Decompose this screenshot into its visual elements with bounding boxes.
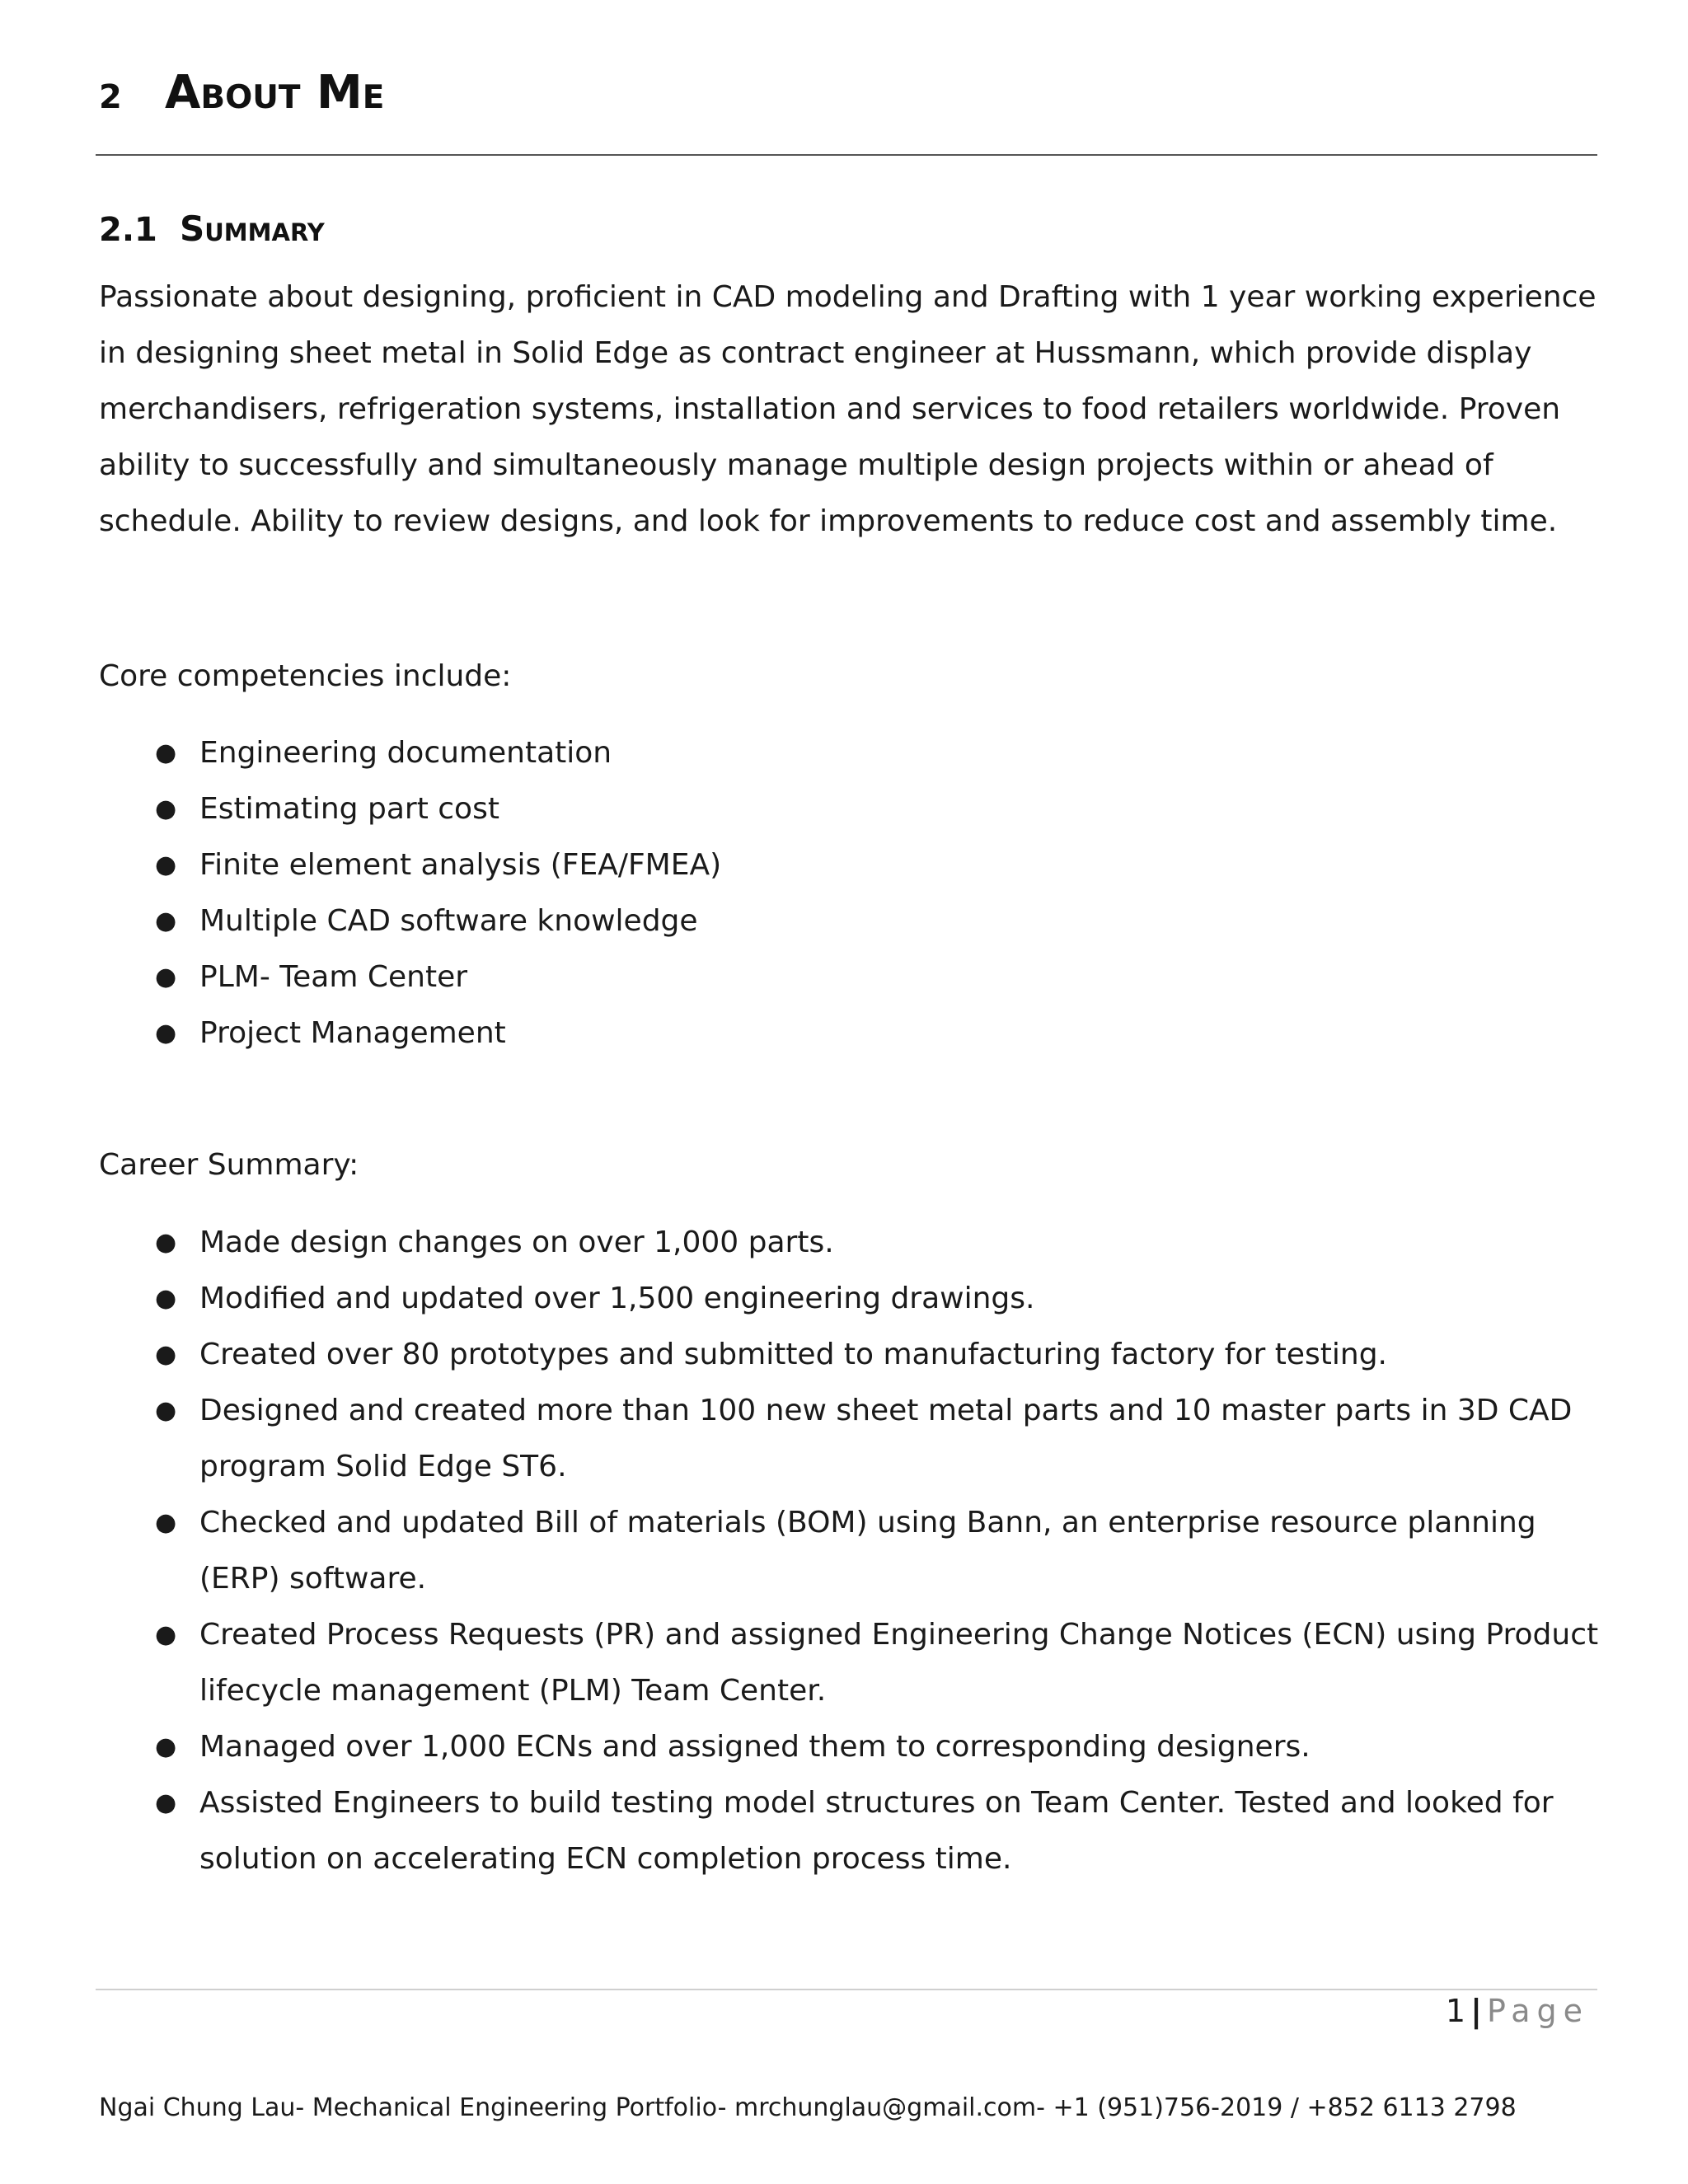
list-item-text: Managed over 1,000 ECNs and assigned them to corresponding designers. [199,1730,1311,1764]
bullet-icon: ● [155,1284,177,1313]
bullet-icon: ● [155,963,177,991]
bullet-icon: ● [155,1019,177,1047]
list-item-text: lifecycle management (PLM) Team Center. [199,1674,827,1708]
list-item-text: Engineering documentation [199,736,612,770]
footer-contact: Ngai Chung Lau- Mechanical Engineering Portfolio- mrchunglau@gmail.com- +1 (951)756-2019 / +852 6113 2798 [99,2093,1517,2122]
list-item-text: Designed and created more than 100 new sheet metal parts and 10 master parts in 3D CAD [199,1394,1573,1427]
list-item-text: Checked and updated Bill of materials (BOM) using Bann, an enterprise resource planning [199,1506,1536,1540]
list-item-text: Created over 80 prototypes and submitted to manufacturing factory for testing. [199,1338,1388,1371]
list-item [0,1607,1688,1719]
list-item [0,893,1688,949]
list-item-text: Assisted Engineers to build testing model structures on Team Center. Tested and looked for [199,1786,1554,1820]
list-item-text: solution on accelerating ECN completion process time. [199,1842,1012,1876]
subsection-heading [99,209,325,249]
list-item [0,781,1688,837]
section-number: 2 [99,78,122,116]
list-item [0,1271,1688,1327]
summary-line: Passionate about designing, proficient in CAD modeling and Drafting with 1 year working experience [99,280,1597,314]
subsection-title: Summary [180,209,325,249]
list-item-text: program Solid Edge ST6. [199,1450,567,1483]
page-number [1446,1993,1589,2029]
bullet-icon: ● [155,738,177,767]
summary-line: ability to successfully and simultaneously manage multiple design projects within or ahead of [99,448,1493,482]
list-item-text: Modified and updated over 1,500 engineering drawings. [199,1282,1035,1315]
summary-line: schedule. Ability to review designs, and look for improvements to reduce cost and assembly time. [99,504,1558,538]
bullet-icon: ● [155,1340,177,1369]
bullet-icon: ● [155,1788,177,1817]
bullet-icon: ● [155,907,177,935]
list-item [0,1495,1688,1607]
list-item-text: Made design changes on over 1,000 parts. [199,1226,834,1259]
bullet-icon: ● [155,1620,177,1649]
list-item [0,837,1688,893]
list-item [0,949,1688,1005]
list-item-text: Created Process Requests (PR) and assigned Engineering Change Notices (ECN) using Product [199,1618,1599,1652]
list-item [0,1775,1688,1887]
section-title: About Me [165,66,385,120]
list-item-text: Project Management [199,1016,506,1050]
list-item [0,1215,1688,1271]
bullet-icon: ● [155,1228,177,1257]
list-item-text: Multiple CAD software knowledge [199,904,698,938]
list-item-text: PLM- Team Center [199,960,468,994]
list-item-text: (ERP) software. [199,1562,427,1596]
bullet-icon: ● [155,1508,177,1537]
career-summary-list [0,1215,1688,1887]
bullet-icon: ● [155,1396,177,1425]
heading-divider [96,154,1597,156]
footer-divider [96,1989,1597,1990]
bullet-icon: ● [155,794,177,823]
section-heading [99,66,384,120]
list-item-text: Estimating part cost [199,792,499,826]
page-number-word: Page [1487,1993,1589,2029]
bullet-icon: ● [155,851,177,879]
page-number-separator: | [1470,1993,1482,2029]
career-summary-label: Career Summary: [99,1148,359,1182]
summary-line: in designing sheet metal in Solid Edge as contract engineer at Hussmann, which provide display [99,336,1532,370]
core-competencies-list [0,725,1688,1062]
summary-line: merchandisers, refrigeration systems, installation and services to food retailers worldwide. Proven [99,392,1561,426]
list-item [0,1005,1688,1062]
subsection-number: 2.1 [99,211,157,249]
list-item [0,1719,1688,1775]
core-competencies-label: Core competencies include: [99,659,512,693]
list-item [0,1383,1688,1495]
summary-paragraph [99,269,1599,550]
bullet-icon: ● [155,1732,177,1761]
list-item [0,1327,1688,1383]
page-number-value: 1 [1445,1993,1466,2029]
list-item [0,725,1688,781]
list-item-text: Finite element analysis (FEA/FMEA) [199,848,722,882]
